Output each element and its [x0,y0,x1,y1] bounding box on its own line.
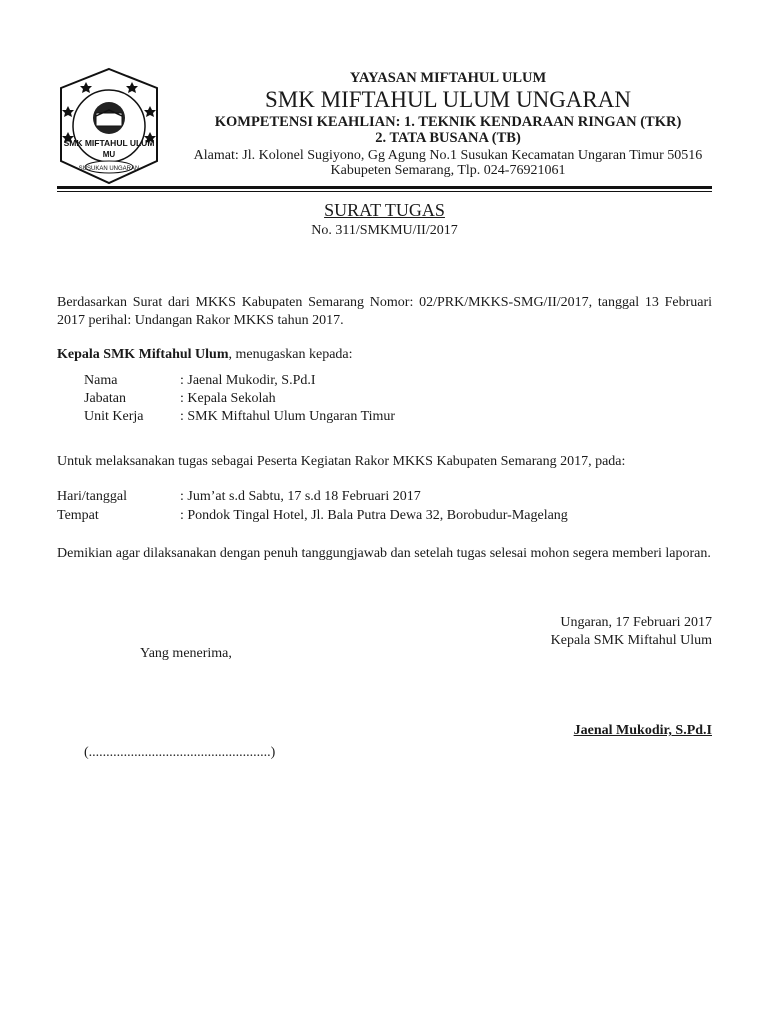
school-address: Alamat: Jl. Kolonel Sugiyono, Gg Agung No.1 Susukan Kecamatan Ungaran Timur 50516 [193,148,703,163]
schedule-place-value: : Pondok Tingal Hotel, Jl. Bala Putra Dewa 32, Borobudur-Magelang [180,508,568,523]
logo-ring-text-mid: MU [102,150,116,159]
assignee-unit-value: : SMK Miftahul Ulum Ungaran Timur [180,409,396,424]
assigner-rest: , menugaskan kepada: [228,347,353,362]
signer-title: Kepala SMK Miftahul Ulum [550,633,712,648]
letter-number: No. 311/SMKMU/II/2017 [311,223,458,238]
logo-ring-text-top: SMK MIFTAHUL ULUM [63,138,155,148]
assignee-position-value: : Kepala Sekolah [180,391,276,406]
schedule-date-label: Hari/tanggal [57,489,127,504]
letterhead-divider-thick [57,186,712,189]
schedule-date-value: : Jum’at s.d Sabtu, 17 s.d 18 Februari 2017 [180,489,421,504]
assignee-unit-label: Unit Kerja [84,409,144,424]
school-name: SMK MIFTAHUL ULUM UNGARAN [265,87,631,112]
closing-paragraph: Demikian agar dilaksanakan dengan penuh tanggungjawab dan setelah tugas selesai mohon segera memberi laporan. [57,546,711,561]
receiver-signature-blank: (....................................................) [84,745,276,760]
foundation-name: YAYASAN MIFTAHUL ULUM [349,70,547,86]
competency-line-2: 2. TATA BUSANA (TB) [375,130,521,146]
assigner-name: Kepala SMK Miftahul Ulum [57,347,229,362]
basis-paragraph: Berdasarkan Surat dari MKKS Kabupaten Semarang Nomor: 02/PRK/MKKS-SMG/II/2017, tanggal 13 Februari 2017 perihal: Undangan Rakor MKKS tahun 2017. [57,295,712,328]
logo-ring-text-bottom: SUSUKAN UNGARAN [78,166,140,172]
place-date: Ungaran, 17 Februari 2017 [560,615,712,630]
school-city-phone: Kabupeten Semarang, Tlp. 024-76921061 [330,163,566,178]
schedule-place-label: Tempat [57,508,99,523]
letter-title: SURAT TUGAS [324,200,445,220]
assignee-name-label: Nama [84,373,118,388]
assignee-position-label: Jabatan [84,391,126,406]
assigner-line [57,347,353,363]
assignee-name-value: : Jaenal Mukodir, S.Pd.I [180,373,316,388]
signer-name: Jaenal Mukodir, S.Pd.I [573,723,712,738]
receiver-label: Yang menerima, [140,646,232,661]
letterhead-divider-thin [57,191,712,192]
competency-line-1: KOMPETENSI KEAHLIAN: 1. TEKNIK KENDARAAN RINGAN (TKR) [214,114,682,130]
purpose-line: Untuk melaksanakan tugas sebagai Peserta Kegiatan Rakor MKKS Kabupaten Semarang 2017, pada: [57,454,626,469]
letter-title-wrap [57,200,712,221]
school-logo [56,66,162,186]
